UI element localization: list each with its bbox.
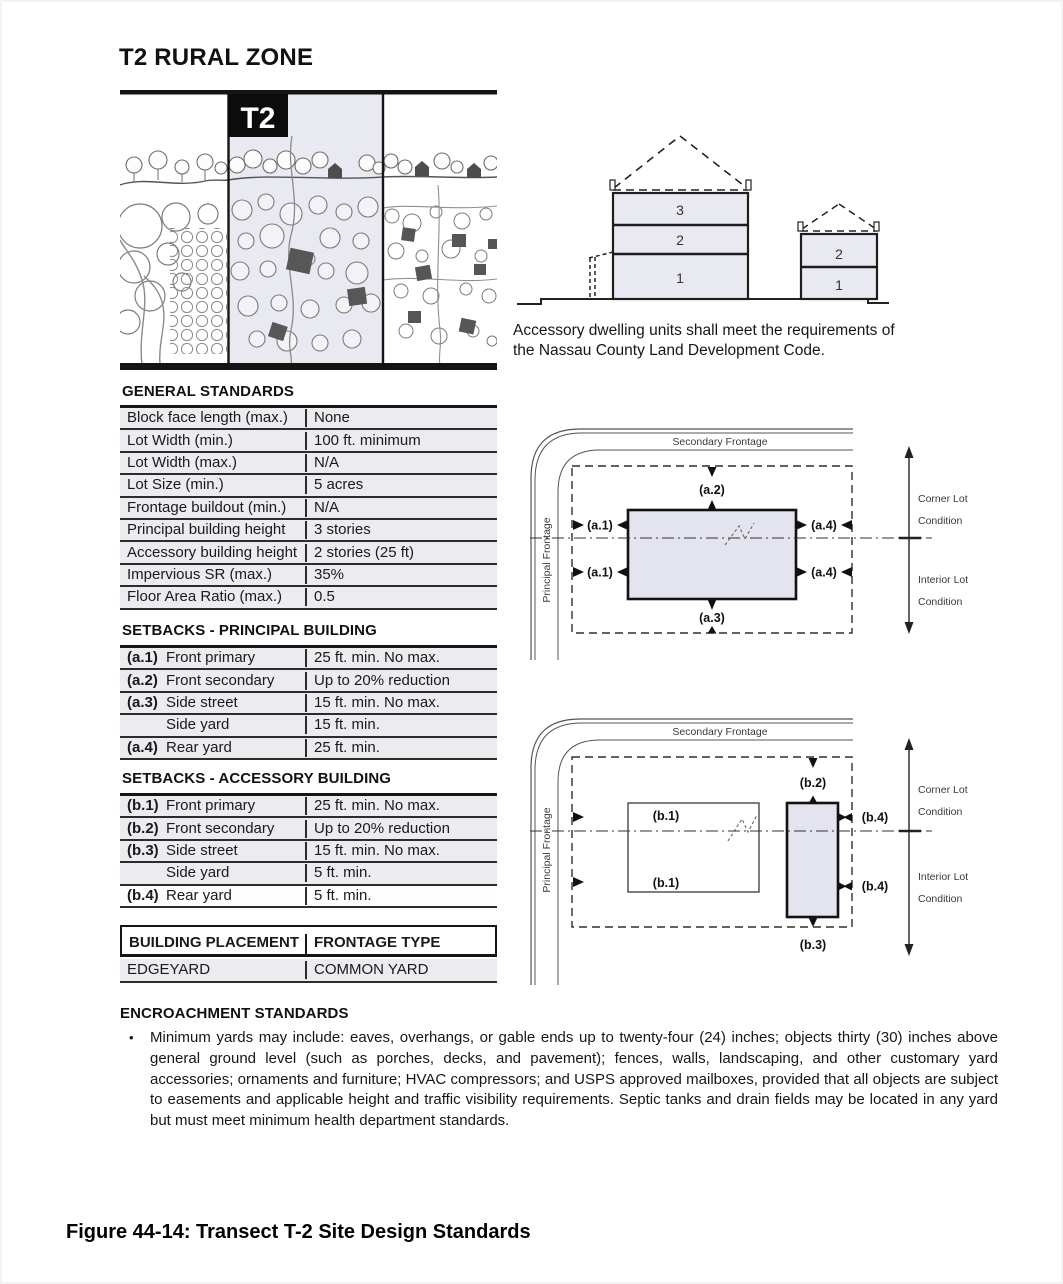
- setbacks-accessory-table: [120, 793, 497, 908]
- principal-roof-outline: [613, 136, 748, 190]
- row-value: 25 ft. min. No max.: [305, 649, 497, 667]
- row-value: 35%: [305, 566, 497, 584]
- row-label: Lot Size (min.): [127, 476, 224, 494]
- setbacks-accessory-heading: SETBACKS - ACCESSORY BUILDING: [122, 770, 392, 787]
- principal-building-outline: [628, 803, 759, 892]
- row-label: Block face length (max.): [127, 409, 288, 427]
- row-value: 5 acres: [305, 476, 497, 494]
- eave-post: [610, 180, 615, 190]
- setback-label-b3: (b.3): [799, 938, 827, 952]
- interior-lot-label2: Condition: [918, 893, 963, 905]
- row-value: 5 ft. min.: [305, 864, 497, 882]
- placement-header-cell: BUILDING PLACEMENT: [129, 934, 299, 951]
- left-panel-roads: [120, 240, 164, 365]
- zone-badge-label: T2: [240, 102, 276, 135]
- placement-table-row: [120, 959, 497, 983]
- table-row: [120, 818, 497, 840]
- principal-frontage-label: Principal Frontage: [541, 517, 553, 603]
- page-title: T2 RURAL ZONE: [119, 44, 314, 71]
- row-value: 0.5: [305, 588, 497, 606]
- right-panel-trees: [385, 206, 497, 346]
- table-row: [120, 886, 497, 908]
- row-label: (a.3) Side street: [127, 693, 238, 711]
- setback-label-b4: (b.4): [861, 879, 889, 894]
- row-value: 25 ft. min. No max.: [305, 797, 497, 815]
- building-height-diagram: [513, 103, 893, 315]
- row-value: 100 ft. minimum: [305, 432, 497, 450]
- table-row: [120, 648, 497, 670]
- row-label: Side yard: [166, 716, 230, 734]
- table-row: [120, 542, 497, 564]
- setback-label-a1: (a.1): [587, 518, 613, 533]
- frontage-value-cell: COMMON YARD: [305, 961, 497, 979]
- encroachment-text: Minimum yards may include: eaves, overhangs, or gable ends up to twenty-four (24) inches; objects thirty (30) inches above general ground level (such as porches, decks, and pavement); fences, walls, landscaping, and other customary yard accessories; ornaments and furniture; HVAC compressors; and USPS approved mailboxes, provided that all objects are subject to easements and applicable height and traffic visibility requirements. Septic tanks and drain fields may be located in any yard but must meet minimum health department standards.: [150, 1029, 998, 1130]
- corner-lot-label: Corner Lot: [918, 493, 968, 505]
- secondary-frontage-label: Secondary Frontage: [672, 726, 768, 738]
- figure-caption: Figure 44-14: Transect T-2 Site Design Standards: [66, 1221, 531, 1243]
- row-label: (a.2) Front secondary: [127, 671, 275, 689]
- row-label: (b.2) Front secondary: [127, 819, 275, 837]
- table-row: [120, 670, 497, 692]
- corner-lot-label2: Condition: [918, 806, 963, 818]
- site-diagram-accessory: [528, 700, 1048, 985]
- table-row: [120, 565, 497, 587]
- setback-label-b1: (b.1): [652, 809, 680, 823]
- corner-lot-label: Corner Lot: [918, 784, 968, 796]
- story-label: 3: [676, 202, 684, 218]
- row-label: (b.1) Front primary: [127, 797, 256, 815]
- setbacks-principal-table: [120, 645, 497, 760]
- table-row: [120, 475, 497, 497]
- accessory-building-footprint: [787, 803, 838, 917]
- row-value: 15 ft. min. No max.: [305, 694, 497, 712]
- encroachment-bullet: [120, 1028, 998, 1132]
- setbacks-principal-heading: SETBACKS - PRINCIPAL BUILDING: [122, 622, 377, 639]
- setback-label-a1: (a.1): [587, 565, 613, 580]
- row-value: 5 ft. min.: [305, 887, 497, 905]
- table-row: [120, 841, 497, 863]
- transect-illustration: [120, 90, 497, 371]
- row-label: Lot Width (min.): [127, 431, 233, 449]
- setback-label-b4: (b.4): [861, 810, 889, 825]
- row-label: Impervious SR (max.): [127, 565, 273, 583]
- adu-note: Accessory dwelling units shall meet the requirements of the Nassau County Land Development Code.: [513, 322, 895, 359]
- row-value: 15 ft. min.: [305, 716, 497, 734]
- setback-label-a3: (a.3): [699, 611, 725, 625]
- row-value: Up to 20% reduction: [305, 672, 497, 690]
- row-value: Up to 20% reduction: [305, 820, 497, 838]
- general-standards-heading: GENERAL STANDARDS: [122, 383, 294, 400]
- row-label: Side yard: [166, 864, 230, 882]
- table-row: [120, 715, 497, 737]
- row-label: Frontage buildout (min.): [127, 498, 287, 516]
- table-row: [120, 863, 497, 885]
- row-label: Accessory building height: [127, 543, 298, 561]
- interior-lot-label2: Condition: [918, 596, 963, 608]
- interior-lot-label: Interior Lot: [918, 871, 969, 883]
- placement-table-header: [120, 925, 497, 957]
- row-label: Principal building height: [127, 521, 286, 539]
- table-row: [120, 408, 497, 430]
- setback-label-a4: (a.4): [811, 518, 837, 533]
- porch-outline: [589, 252, 613, 299]
- eave-post: [746, 180, 751, 190]
- row-label: Floor Area Ratio (max.): [127, 588, 283, 606]
- accessory-roof-outline: [801, 204, 877, 231]
- corner-lot-label2: Condition: [918, 515, 963, 527]
- row-label: (b.3) Side street: [127, 841, 238, 859]
- table-row: [120, 693, 497, 715]
- row-value: None: [305, 409, 497, 427]
- principal-building-footprint: [628, 510, 796, 599]
- interior-lot-label: Interior Lot: [918, 574, 969, 586]
- site-diagram-principal: [528, 420, 1048, 660]
- story-label: 1: [835, 277, 843, 293]
- row-value: 25 ft. min.: [305, 739, 497, 757]
- orchard-grove: [170, 228, 227, 354]
- eave-post: [798, 222, 803, 231]
- row-label: (b.4) Rear yard: [127, 886, 232, 904]
- row-label: (a.4) Rear yard: [127, 738, 232, 756]
- setback-label-a4: (a.4): [811, 565, 837, 580]
- table-row: [120, 587, 497, 609]
- story-label: 2: [676, 232, 684, 248]
- row-label: Lot Width (max.): [127, 453, 238, 471]
- general-standards-table: [120, 405, 497, 610]
- row-value: N/A: [305, 454, 497, 472]
- table-row: [120, 453, 497, 475]
- transect-bottom-border: [120, 363, 497, 370]
- setback-label-b1: (b.1): [652, 876, 680, 890]
- frontage-header-cell: FRONTAGE TYPE: [305, 934, 495, 954]
- row-value: N/A: [305, 499, 497, 517]
- table-row: [120, 498, 497, 520]
- row-label: (a.1) Front primary: [127, 649, 256, 667]
- story-label: 2: [835, 246, 843, 262]
- placement-value-cell: EDGEYARD: [127, 961, 211, 978]
- table-row: [120, 430, 497, 452]
- bullet-glyph: •: [129, 1030, 134, 1045]
- secondary-frontage-label: Secondary Frontage: [672, 436, 768, 448]
- row-value: 3 stories: [305, 521, 497, 539]
- encroachment-heading: ENCROACHMENT STANDARDS: [120, 1005, 349, 1022]
- transect-top-border: [120, 90, 497, 95]
- condition-extent-arrow: [905, 446, 914, 634]
- row-value: 2 stories (25 ft): [305, 544, 497, 562]
- setback-label-a2: (a.2): [699, 483, 725, 497]
- table-row: [120, 738, 497, 760]
- row-value: 15 ft. min. No max.: [305, 842, 497, 860]
- story-label: 1: [676, 270, 684, 286]
- setback-label-b2: (b.2): [799, 776, 827, 790]
- table-row: [120, 796, 497, 818]
- principal-frontage-label: Principal Frontage: [541, 807, 553, 893]
- table-row: [120, 520, 497, 542]
- eave-post: [874, 222, 879, 231]
- condition-extent-arrow: [905, 738, 914, 956]
